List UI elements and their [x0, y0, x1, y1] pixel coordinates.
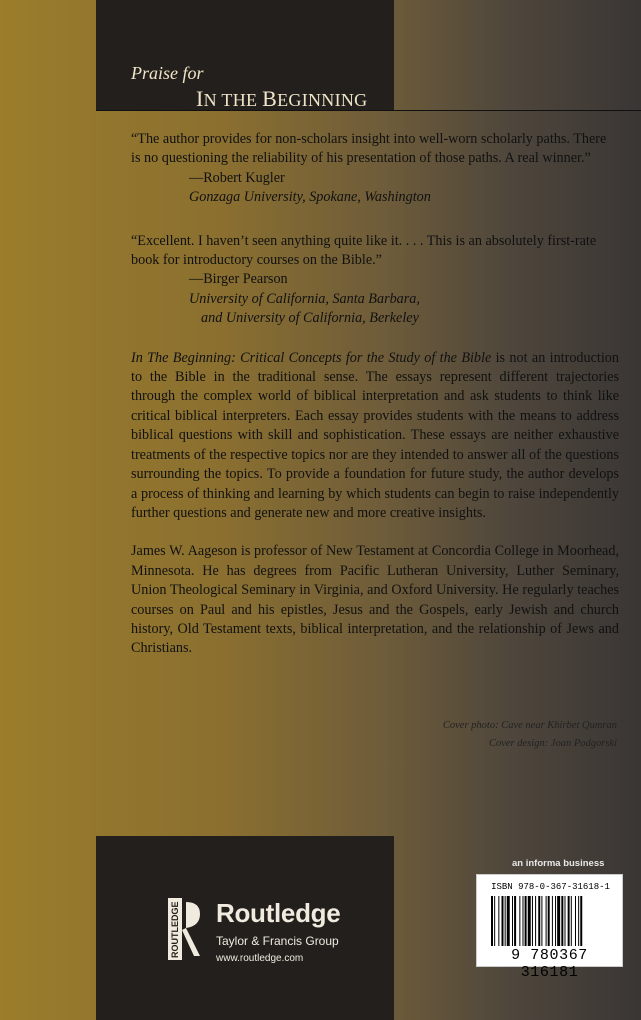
barcode-bar [568, 896, 570, 946]
barcode-bar [514, 896, 516, 946]
quote-text: “Excellent. I haven’t seen anything quite like it. . . . This is an absolutely first-rate book for introductory courses on the Bible.” [131, 232, 597, 269]
barcode-bar [491, 896, 493, 946]
barcode-bar [525, 896, 527, 946]
quote-institution: Gonzaga University, Spokane, Washington [189, 189, 431, 206]
quote-author: —Birger Pearson [189, 271, 288, 288]
barcode-bar [578, 896, 579, 946]
quote-institution-line2: and University of California, Berkeley [201, 310, 419, 327]
barcode-bar [565, 896, 566, 946]
barcode-bar [498, 896, 499, 946]
quote-author: —Robert Kugler [189, 169, 285, 186]
publisher-group: Taylor & Francis Group [216, 934, 339, 948]
publisher-name: Routledge [216, 898, 341, 928]
spine-text: ROUTLEDGE [170, 901, 180, 958]
author-bio: James W. Aageson is professor of New Testament at Concordia College in Moorhead, Minnesota. He has degrees from Pacific Lutheran University, Luther Seminary, Union Theological Seminary in Virginia, and Oxford University. He regularly teaches courses on Paul and his epistles, Jesus and the Gospels, early Jewish and church history, Old Testament texts, biblical interpretation, and the relationship of Jews and Christians. [131, 543, 619, 657]
barcode-digits: 9 780367 316181 [511, 947, 588, 981]
barcode-bar [541, 896, 542, 946]
barcode-bar [523, 896, 524, 946]
barcode-bars [491, 896, 611, 946]
barcode-bar [561, 896, 563, 946]
quote-text: “The author provides for non-scholars insight into well-worn scholarly paths. There is no questioning the reliability of his presentation of those paths. A real winner.” [131, 131, 607, 167]
informa-business-label: an informa business [512, 858, 605, 869]
barcode-bar [571, 896, 572, 946]
barcode-bar [507, 896, 510, 946]
back-cover-text [131, 130, 619, 659]
isbn-barcode [476, 874, 623, 981]
barcode-bar [532, 896, 533, 946]
isbn-label: ISBN 978-0-367-31618-1 [491, 882, 610, 892]
barcode-bar [494, 896, 495, 946]
barcode-bar [548, 896, 550, 946]
publisher-logo [168, 898, 388, 978]
praise-for-label: Praise for [131, 63, 204, 83]
barcode-bar [555, 896, 556, 946]
barcode-bar [546, 896, 547, 946]
quote-attribution [189, 169, 619, 208]
book-description: In The Beginning: Critical Concepts for the Study of the Bible is not an introduction to the Bible in the traditional sense. The essays represent different trajectories through the complex world of biblical interpretation and ask students to think like critical biblical interpreters. Each essay provides students with the means to address biblical questions with skill and sophistication. These essays are neither exhaustive treatments of the respective topics nor are they intended to answer all of the questions surrounding the topics. To provide a foundation for future study, the author develops a process of thinking and learning by which students can begin to raise independently further questions and generate new and more creative insights. [131, 349, 619, 521]
barcode-bar [512, 896, 513, 946]
routledge-logo-icon [168, 898, 202, 960]
description-book-title: In The Beginning: Critical Concepts for the Study of the Bible [131, 349, 492, 366]
barcode-bar [519, 896, 520, 946]
barcode-bar [535, 896, 536, 946]
quote-institution: University of California, Santa Barbara, [189, 290, 420, 307]
cover-design-credit: Cover design: Joan Podgorski [488, 738, 617, 749]
barcode-bar [580, 896, 582, 946]
quote-attribution [189, 270, 619, 328]
barcode-bar [575, 896, 576, 946]
barcode-bar [557, 896, 560, 946]
publisher-url: www.routledge.com [216, 953, 304, 964]
barcode-bar [505, 896, 506, 946]
barcode-bar [552, 896, 553, 946]
cover-credits [443, 717, 617, 753]
barcode-bar [502, 896, 504, 946]
title-rule [96, 110, 641, 111]
barcode-bar [538, 896, 540, 946]
cover-photo-credit: Cover photo: Cave near Khirbet Qumran [442, 720, 617, 731]
barcode-bar [528, 896, 531, 946]
book-title-heading: IN THE BEGINNING [196, 86, 368, 111]
